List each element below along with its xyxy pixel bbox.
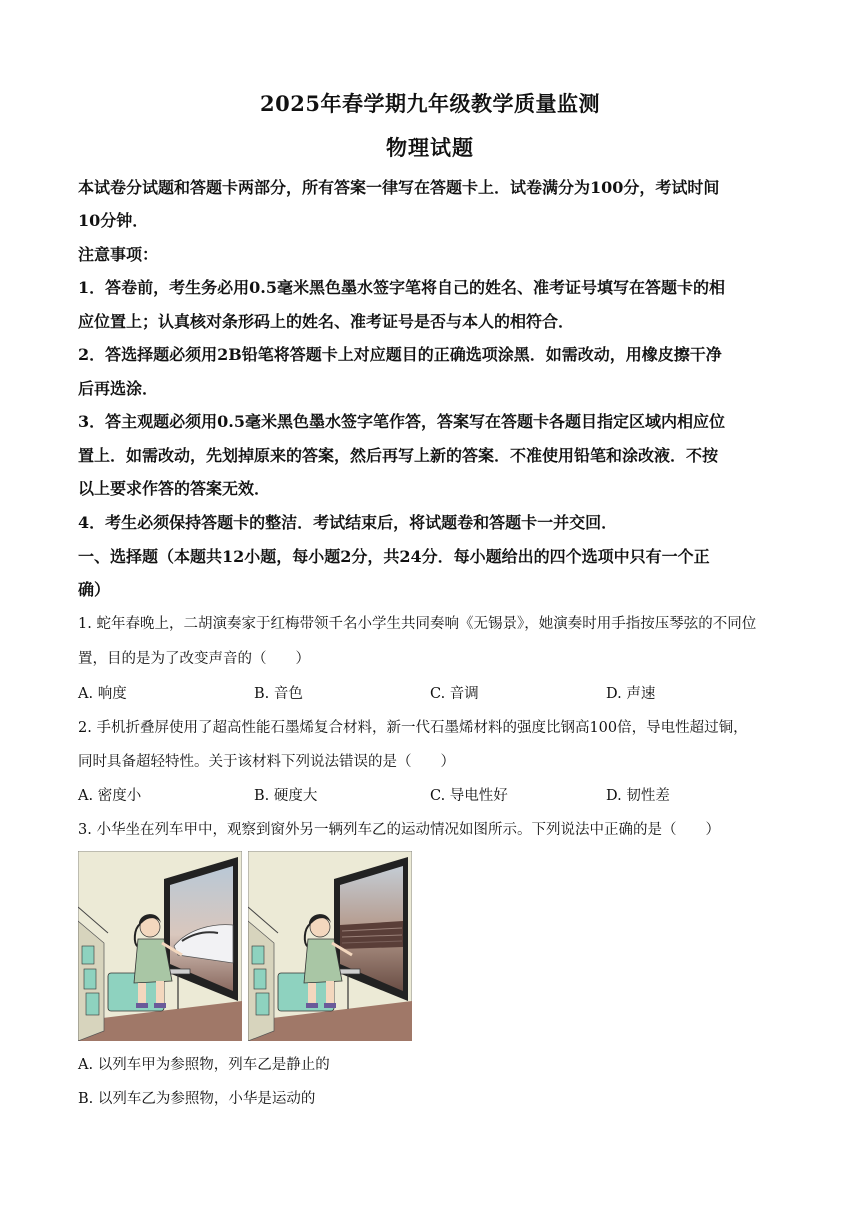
question-2-line-1: 2. 手机折叠屏使用了超高性能石墨烯复合材料，新一代石墨烯材料的强度比钢高100倍，导电性超过铜， [78,720,748,736]
notice-item-2-line-2: 后再选涂． [78,379,159,398]
exam-subject: 物理试题 [386,135,474,160]
question-3-option-b: B. 以列车乙为参照物，小华是运动的 [78,1091,316,1107]
question-2-option-d: D. 韧性差 [606,788,670,804]
notice-item-1-line-2: 应位置上；认真核对条形码上的姓名、准考证号是否与本人的相符合． [78,312,575,331]
train-window-figure-2 [248,851,412,1041]
notice-item-2-line-1: 2．答选择题必须用2B铅笔将答题卡上对应题目的正确选项涂黑．如需改动，用橡皮擦干净 [78,345,722,364]
question-2-option-c: C. 导电性好 [430,788,508,804]
question-1-option-d: D. 声速 [606,686,656,702]
intro-line-2: 10分钟． [78,211,149,230]
train-window-figure-1 [78,851,242,1041]
section-1-heading-line-1: 一、选择题（本题共12小题，每小题2分，共24分．每小题给出的四个选项中只有一个正 [78,547,710,566]
intro-line-1: 本试卷分试题和答题卡两部分，所有答案一律写在答题卡上．试卷满分为100分，考试时间 [78,178,720,197]
question-1-option-b: B. 音色 [254,686,303,702]
question-3-option-a: A. 以列车甲为参照物，列车乙是静止的 [78,1057,330,1073]
question-1-line-2: 置，目的是为了改变声音的（ ） [78,651,310,667]
question-2-line-2: 同时具备超轻特性。关于该材料下列说法错误的是（ ） [78,754,455,770]
notice-item-3-line-1: 3．答主观题必须用0.5毫米黑色墨水签字笔作答，答案写在答题卡各题目指定区域内相应位 [78,412,725,431]
notice-item-3-line-3: 以上要求作答的答案无效． [78,479,271,498]
question-2-option-a: A. 密度小 [78,788,142,804]
notice-heading: 注意事项： [78,245,159,264]
exam-title: 2025年春学期九年级教学质量监测 [260,91,600,116]
question-3-line-1: 3. 小华坐在列车甲中，观察到窗外另一辆列车乙的运动情况如图所示。下列说法中正确的是（ ） [78,822,720,838]
question-1-option-c: C. 音调 [430,686,479,702]
section-1-heading-line-2: 确） [78,580,111,599]
notice-item-4: 4．考生必须保持答题卡的整洁．考试结束后，将试题卷和答题卡一并交回． [78,513,618,532]
question-1-line-1: 1. 蛇年春晚上，二胡演奏家于红梅带领千名小学生共同奏响《无锡景》，她演奏时用手指按压琴弦的不同位 [78,616,757,632]
notice-item-3-line-2: 置上．如需改动，先划掉原来的答案，然后再写上新的答案．不准使用铅笔和涂改液．不按 [78,446,719,465]
notice-item-1-line-1: 1．答卷前，考生务必用0.5毫米黑色墨水签字笔将自己的姓名、准考证号填写在答题卡的相 [78,278,725,297]
question-1-option-a: A. 响度 [78,686,127,702]
question-2-option-b: B. 硬度大 [254,788,318,804]
